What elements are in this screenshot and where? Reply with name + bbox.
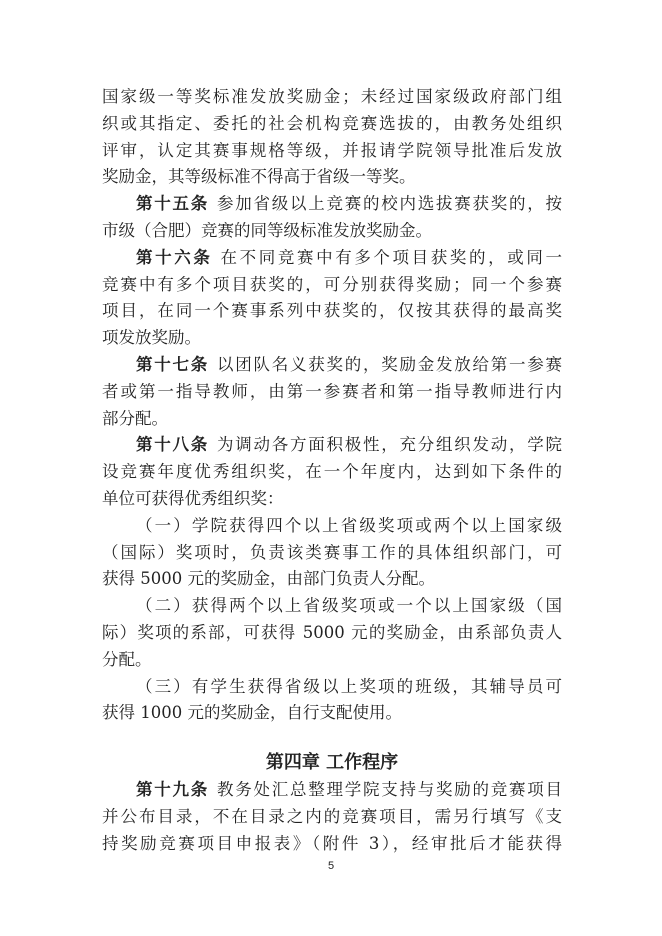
text-line: [102, 700, 562, 727]
article-number: 第十八条: [136, 435, 209, 455]
article-number: 第十五条: [136, 194, 209, 214]
line-text: 项目，在同一个赛事系列中获奖的，仅按其获得的最高奖: [102, 301, 562, 321]
text-line: [102, 513, 562, 540]
document-page: [102, 84, 562, 858]
line-text: 获得 5000 元的奖励金，由部门负责人分配。: [102, 569, 435, 589]
line-text: （一）学院获得四个以上省级奖项或两个以上国家级: [136, 515, 562, 535]
line-text: 者或第一指导教师，由第一参赛者和第一指导教师进行内: [102, 381, 562, 401]
line-text: 持奖励竞赛项目申报表》（附件 3），经审批后才能获得: [102, 833, 562, 853]
text-line: [102, 777, 562, 804]
line-text: 并公布目录，不在目录之内的竞赛项目，需另行填写《支: [102, 806, 562, 826]
line-text: （三）有学生获得省级以上奖项的班级，其辅导员可: [136, 676, 562, 696]
line-text: 织或其指定、委托的社会机构竞赛选拔的，由教务处组织: [102, 113, 562, 133]
text-line: [102, 647, 562, 674]
line-text: 设竞赛年度优秀组织奖，在一个年度内，达到如下条件的: [102, 462, 562, 482]
text-line: [102, 325, 562, 352]
article-number: 第十六条: [136, 247, 213, 267]
line-text: 获得 1000 元的奖励金，自行支配使用。: [102, 703, 402, 723]
line-text: （国际）奖项时，负责该类赛事工作的具体组织部门，可: [102, 542, 562, 562]
line-text: 评审，认定其赛事规格等级，并报请学院领导批准后发放: [102, 140, 562, 160]
text-line: [102, 111, 562, 138]
text-line: [102, 804, 562, 831]
line-text: 教务处汇总整理学院支持与奖励的竞赛项目: [217, 780, 562, 800]
text-line: [102, 84, 562, 111]
text-line: [102, 406, 562, 433]
line-text: 为调动各方面积极性，充分组织发动，学院: [217, 435, 562, 455]
line-text: 际）奖项的系部，可获得 5000 元的奖励金，由系部负责人: [102, 622, 562, 642]
text-line: [102, 191, 562, 218]
article-paragraph: [102, 352, 562, 432]
line-text: 项发放奖励。: [102, 328, 201, 348]
text-line: [102, 138, 562, 165]
article-paragraph: [102, 777, 562, 857]
text-line: [102, 674, 562, 701]
text-line: [102, 459, 562, 486]
line-text: 国家级一等奖标准发放奖励金；未经过国家级政府部门组: [102, 87, 562, 106]
text-line: [102, 831, 562, 858]
article-number: 第十九条: [136, 780, 209, 800]
line-text: 竞赛中有多个项目获奖的，可分别获得奖励；同一个参赛: [102, 274, 562, 294]
article-paragraph: [102, 245, 562, 352]
line-text: 市级（合肥）竞赛的同等级标准发放奖励金。: [102, 220, 432, 240]
line-text: 以团队名义获奖的，奖励金发放给第一参赛: [217, 354, 562, 374]
page-number: 5: [327, 860, 335, 872]
text-line: [102, 218, 562, 245]
line-text: （二）获得两个以上省级奖项或一个以上国家级（国: [136, 596, 562, 616]
line-text: 奖励金，其等级标准不得高于省级一等奖。: [102, 167, 416, 187]
line-text: 单位可获得优秀组织奖：: [102, 488, 284, 508]
text-line: [102, 486, 562, 513]
line-text: 部分配。: [102, 408, 168, 428]
text-line: [102, 540, 562, 567]
paragraph: [102, 84, 562, 191]
line-text: 在不同竞赛中有多个项目获奖的，或同一: [220, 247, 563, 267]
text-line: [102, 164, 562, 191]
text-line: [102, 566, 562, 593]
article-paragraph: [102, 191, 562, 245]
paragraph: [102, 593, 562, 673]
text-line: [102, 432, 562, 459]
chapter-heading: 第四章 工作程序: [265, 752, 399, 774]
text-line: [102, 620, 562, 647]
line-text: 参加省级以上竞赛的校内选拔赛获奖的，按: [217, 194, 562, 214]
paragraph: [102, 513, 562, 593]
line-text: 分配。: [102, 649, 152, 669]
text-line: [102, 272, 562, 299]
article-paragraph: [102, 432, 562, 512]
article-number: 第十七条: [136, 354, 209, 374]
text-line: [102, 593, 562, 620]
text-line: [102, 352, 562, 379]
paragraph: [102, 674, 562, 728]
text-line: [102, 298, 562, 325]
text-line: [102, 379, 562, 406]
text-line: [102, 245, 562, 272]
